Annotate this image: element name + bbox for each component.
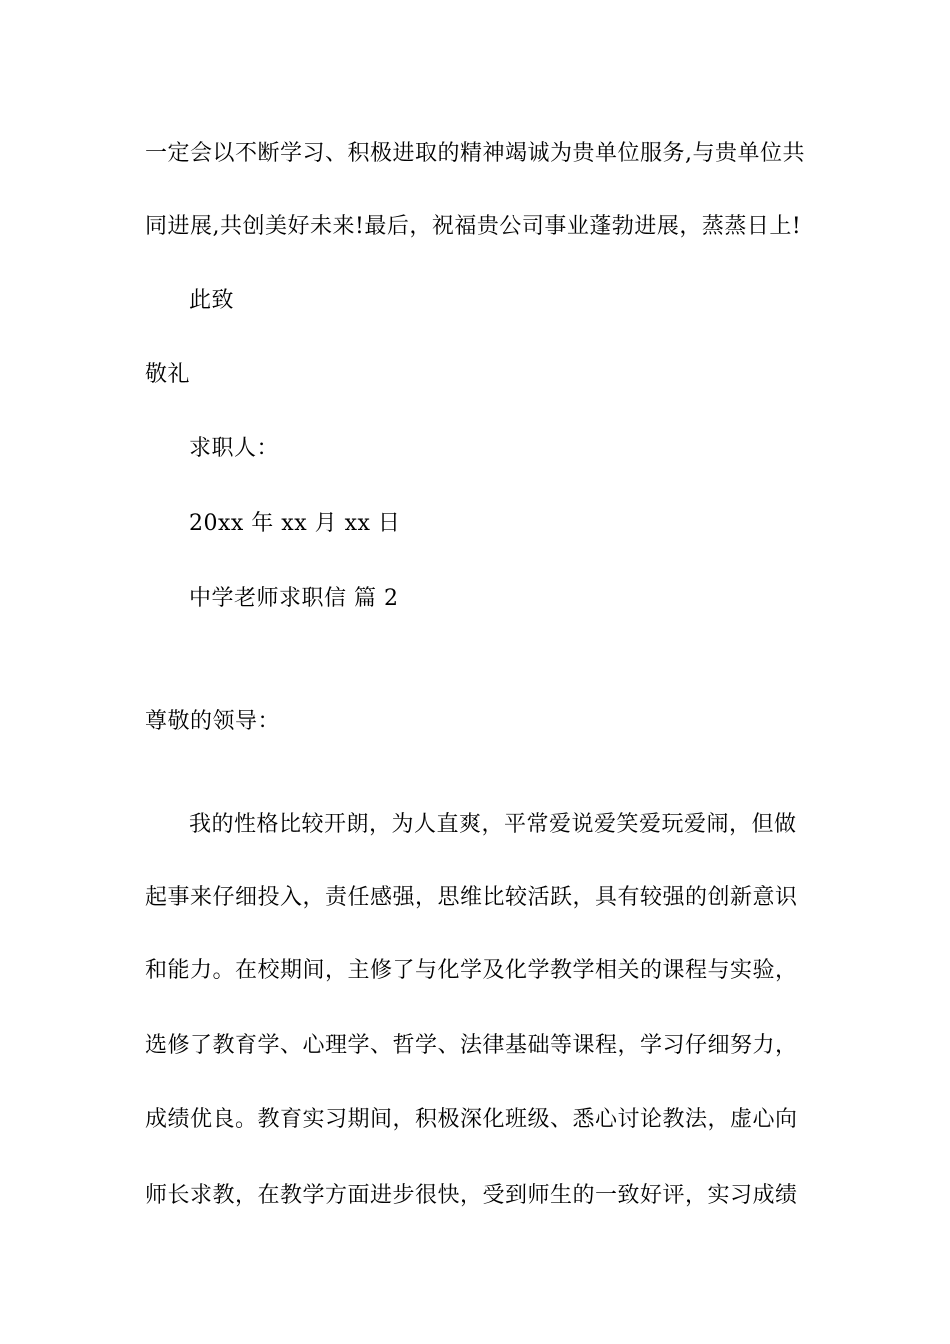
body-line-8: 师长求教，在教学方面进步很快，受到师生的一致好评，实习成绩 [145,1183,798,1208]
body-line-6: 选修了教育学、心理学、哲学、法律基础等课程，学习仔细努力， [145,1033,798,1058]
signature-date: 20xx 年 xx 月 xx 日 [189,511,401,536]
body-line-2: 同进展,共创美好未来!最后，祝福贵公司事业蓬勃进展，蒸蒸日上! [145,214,802,239]
closing-regards: 敬礼 [145,362,191,387]
signature-applicant: 求职人： [189,436,280,461]
body-line-3: 我的性格比较开朗，为人直爽，平常爱说爱笑爱玩爱闹，但做 [189,812,797,837]
body-line-7: 成绩优良。教育实习期间，积极深化班级、悉心讨论教法，虚心向 [145,1107,798,1132]
body-line-1: 一定会以不断学习、积极进取的精神竭诚为贵单位服务,与贵单位共 [145,141,805,166]
body-line-4: 起事来仔细投入，责任感强，思维比较活跃，具有较强的创新意识 [145,885,798,910]
greeting: 尊敬的领导： [145,709,281,734]
section-title: 中学老师求职信 篇 2 [189,586,399,611]
closing-salutation: 此致 [189,288,235,313]
body-line-5: 和能力。在校期间，主修了与化学及化学教学相关的课程与实验， [145,958,798,983]
